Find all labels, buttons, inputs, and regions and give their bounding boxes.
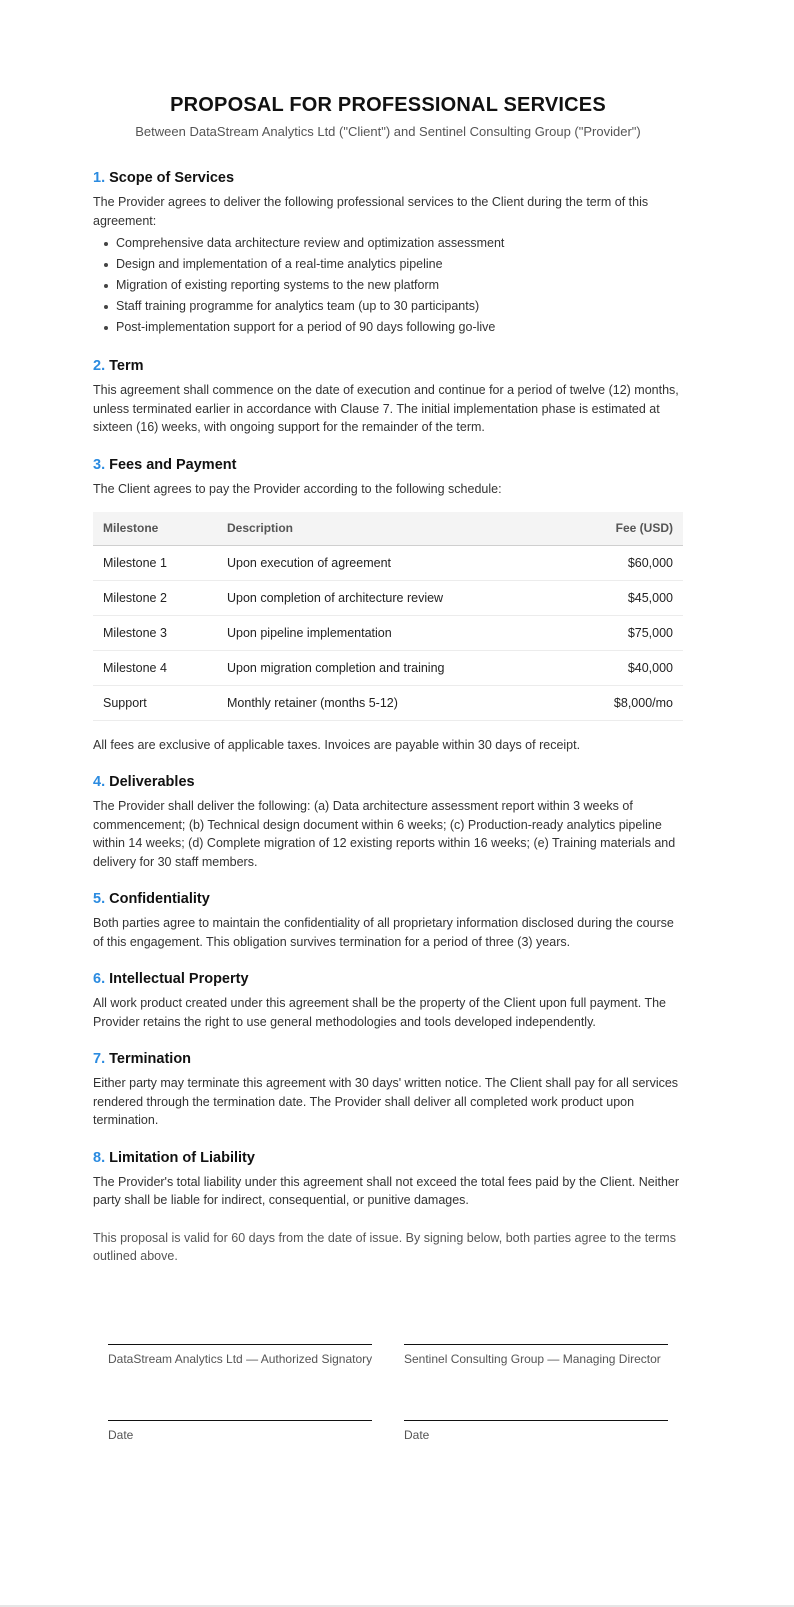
section-title: Limitation of Liability bbox=[109, 1149, 255, 1166]
fee-schedule-table bbox=[93, 512, 683, 721]
section-heading bbox=[93, 456, 683, 474]
table-row bbox=[93, 650, 683, 685]
section-number: 4. bbox=[93, 774, 106, 790]
cell-milestone: Milestone 1 bbox=[93, 545, 217, 580]
section-title: Termination bbox=[109, 1051, 192, 1067]
section-title: Term bbox=[109, 358, 144, 374]
section-deliverables bbox=[93, 773, 683, 871]
section-body: The Provider agrees to deliver the following professional services to the Client during the term of this agreement: bbox=[93, 195, 649, 228]
document-subtitle: Between DataStream Analytics Ltd ("Client") and Sentinel Consulting Group ("Provider") bbox=[135, 124, 641, 139]
cell-fee: $75,000 bbox=[567, 615, 683, 650]
section-limitation-of-liability bbox=[93, 1149, 683, 1210]
cell-milestone: Support bbox=[93, 685, 217, 720]
signature-line[interactable] bbox=[404, 1344, 668, 1345]
section-heading bbox=[93, 1149, 683, 1167]
section-heading bbox=[93, 890, 683, 908]
section-heading bbox=[93, 1050, 683, 1068]
list-item: Comprehensive data architecture review and optimization assessment bbox=[103, 233, 683, 254]
provider-signature-block[interactable] bbox=[404, 1344, 668, 1367]
cell-description: Upon migration completion and training bbox=[217, 650, 567, 685]
column-header-fee: Fee (USD) bbox=[567, 512, 683, 545]
cell-description: Monthly retainer (months 5-12) bbox=[217, 685, 567, 720]
table-row bbox=[93, 580, 683, 615]
document-title: PROPOSAL FOR PROFESSIONAL SERVICES bbox=[170, 94, 606, 116]
section-heading bbox=[93, 773, 683, 791]
section-body: This agreement shall commence on the date of execution and continue for a period of twelve (12) months, unless terminated earlier in accordance with Clause 7. The initial implementation phase is estimated at sixteen (16) weeks, with ongoing support for the remainder of the term. bbox=[93, 383, 679, 434]
section-fees-and-payment bbox=[93, 456, 683, 755]
section-scope-of-services bbox=[93, 169, 683, 338]
section-body: Both parties agree to maintain the confidentiality of all proprietary information disclosed during the course of this engagement. This obligation survives termination for a period of three (3) years. bbox=[93, 916, 674, 949]
date-line[interactable] bbox=[404, 1420, 668, 1421]
list-item: Post-implementation support for a period of 90 days following go-live bbox=[103, 317, 683, 338]
section-number: 8. bbox=[93, 1149, 106, 1166]
column-header-description: Description bbox=[217, 512, 567, 545]
section-body: The Provider's total liability under this agreement shall not exceed the total fees paid by the Client. Neither party shall be liable for indirect, consequential, or punitive damages. bbox=[93, 1174, 680, 1207]
cell-description: Upon execution of agreement bbox=[217, 545, 567, 580]
section-title: Scope of Services bbox=[109, 170, 235, 186]
proposal-document bbox=[93, 93, 683, 1266]
date-label: Date bbox=[404, 1428, 430, 1442]
cell-milestone: Milestone 2 bbox=[93, 580, 217, 615]
section-intellectual-property bbox=[93, 970, 683, 1031]
date-line[interactable] bbox=[108, 1420, 372, 1421]
signature-line[interactable] bbox=[108, 1344, 372, 1345]
signature-label: DataStream Analytics Ltd — Authorized Signatory bbox=[108, 1352, 373, 1366]
section-title: Fees and Payment bbox=[109, 456, 237, 473]
fees-note: All fees are exclusive of applicable taxes. Invoices are payable within 30 days of receipt. bbox=[93, 737, 581, 752]
date-label: Date bbox=[108, 1428, 134, 1442]
cell-fee: $40,000 bbox=[567, 650, 683, 685]
section-number: 6. bbox=[93, 971, 106, 987]
section-body: All work product created under this agreement shall be the property of the Client upon full payment. The Provider retains the right to use general methodologies and tools developed independently. bbox=[93, 996, 667, 1029]
section-heading bbox=[93, 357, 683, 375]
cell-description: Upon completion of architecture review bbox=[217, 580, 567, 615]
closing-statement: This proposal is valid for 60 days from the date of issue. By signing below, both parties agree to the terms outlined above. bbox=[93, 1230, 676, 1263]
section-title: Deliverables bbox=[109, 774, 195, 790]
services-list bbox=[93, 233, 683, 338]
table-row bbox=[93, 685, 683, 720]
section-heading bbox=[93, 970, 683, 988]
section-body: Either party may terminate this agreement with 30 days' written notice. The Client shall pay for all services rendered through the termination date. The Provider shall deliver all completed work product upon termination. bbox=[93, 1076, 679, 1127]
section-confidentiality bbox=[93, 890, 683, 951]
section-body: The Provider shall deliver the following: (a) Data architecture assessment report within 3 weeks of commencement; (b) Technical design document within 6 weeks; (c) Production-ready analytics pipeline within 14 weeks; (d) Complete migration of 12 existing reports within 16 weeks; (e) Training materials and delivery for 30 staff members. bbox=[93, 799, 676, 869]
signature-row bbox=[108, 1344, 668, 1367]
section-number: 3. bbox=[93, 456, 106, 473]
signature-area bbox=[108, 1344, 668, 1443]
section-title: Confidentiality bbox=[109, 891, 210, 907]
table-header-row bbox=[93, 512, 683, 545]
list-item: Migration of existing reporting systems to the new platform bbox=[103, 275, 683, 296]
section-title: Intellectual Property bbox=[109, 971, 249, 987]
client-date-block[interactable] bbox=[108, 1420, 372, 1443]
cell-fee: $8,000/mo bbox=[567, 685, 683, 720]
client-signature-block[interactable] bbox=[108, 1344, 372, 1367]
list-item: Design and implementation of a real-time analytics pipeline bbox=[103, 254, 683, 275]
column-header-milestone: Milestone bbox=[93, 512, 217, 545]
list-item: Staff training programme for analytics team (up to 30 participants) bbox=[103, 296, 683, 317]
section-term bbox=[93, 357, 683, 437]
date-row bbox=[108, 1420, 668, 1443]
cell-milestone: Milestone 4 bbox=[93, 650, 217, 685]
section-number: 2. bbox=[93, 358, 106, 374]
section-termination bbox=[93, 1050, 683, 1130]
section-heading bbox=[93, 169, 683, 187]
cell-milestone: Milestone 3 bbox=[93, 615, 217, 650]
cell-fee: $60,000 bbox=[567, 545, 683, 580]
provider-date-block[interactable] bbox=[404, 1420, 668, 1443]
section-number: 5. bbox=[93, 891, 106, 907]
signature-label: Sentinel Consulting Group — Managing Director bbox=[404, 1352, 661, 1366]
table-row bbox=[93, 545, 683, 580]
cell-description: Upon pipeline implementation bbox=[217, 615, 567, 650]
section-number: 1. bbox=[93, 170, 106, 186]
table-row bbox=[93, 615, 683, 650]
cell-fee: $45,000 bbox=[567, 580, 683, 615]
section-body: The Client agrees to pay the Provider according to the following schedule: bbox=[93, 481, 502, 496]
section-number: 7. bbox=[93, 1051, 106, 1067]
